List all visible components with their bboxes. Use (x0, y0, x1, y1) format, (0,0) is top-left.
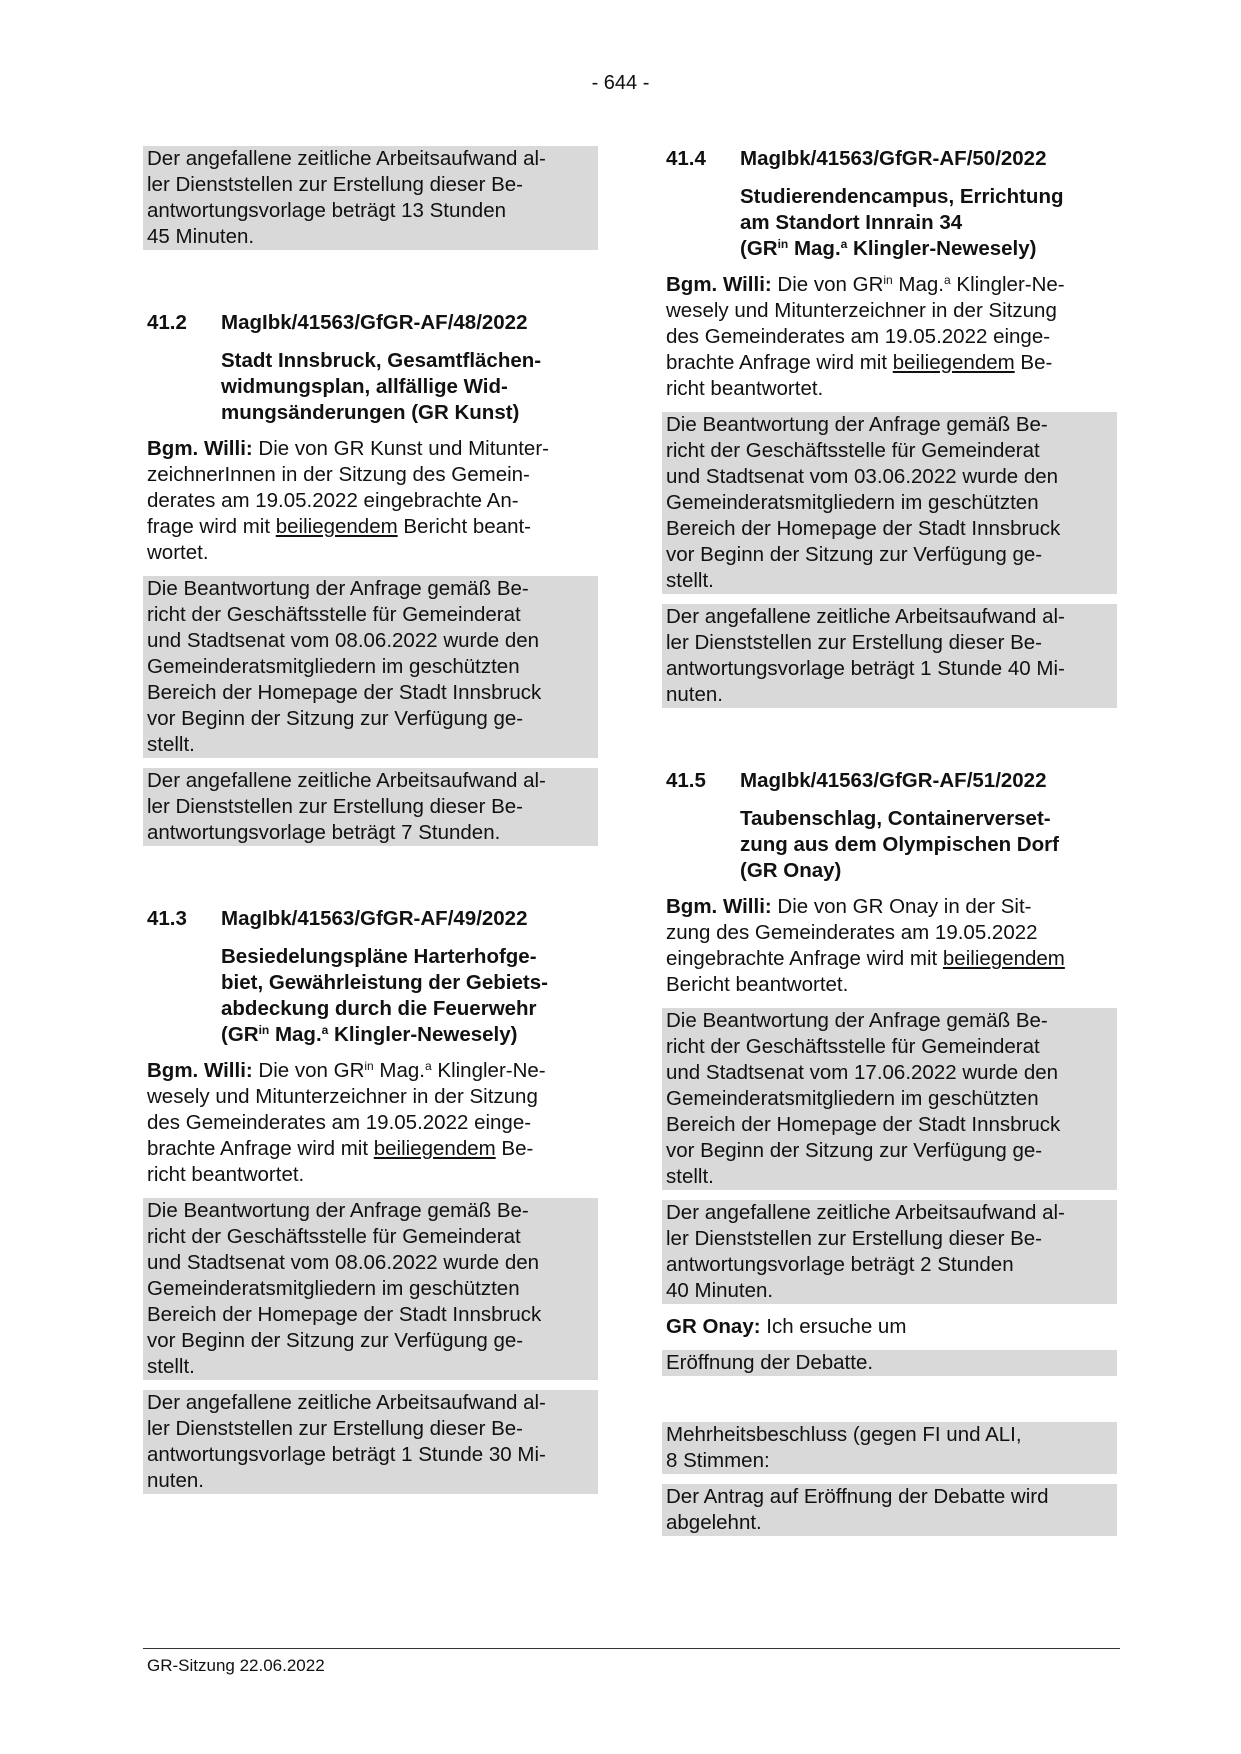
section-41-4-heading (662, 146, 1117, 172)
speaker-label: Bgm. Willi: (666, 273, 772, 296)
section-41-5-result: Der Antrag auf Eröffnung der Debatte wird abgelehnt. (662, 1484, 1117, 1536)
subject-text: Mag. (269, 1023, 322, 1046)
statement-text: Bericht beant- wortet. (147, 515, 532, 564)
subject-text: Studierendencampus, Errichtung am Standort Innrain 34 (GR (740, 185, 1064, 260)
section-41-5-heading (662, 768, 1117, 794)
superscript: a (425, 1059, 432, 1073)
subject-text: Klingler-Newesely) (328, 1023, 518, 1046)
request-text: Ich ersuche um (760, 1315, 907, 1338)
section-41-4-answer: Die Beantwortung der Anfrage gemäß Be- richt der Geschäftsstelle für Gemeinderat und Stadtsenat vom 03.06.2022 wurde den Gemeinderatsmitgliedern im geschützten Bereich der Homepage der Stadt Innsbruck vor Beginn der Sitzung zur Verfügung ge- stellt. (662, 412, 1117, 594)
speaker-label: GR Onay: (666, 1315, 761, 1338)
subject-text: Mag. (788, 237, 841, 260)
footer-session-date: GR-Sitzung 22.06.2022 (147, 1656, 325, 1675)
statement-text: Klingler-Ne- wesely und Mitunterzeichner in der Sitzung des Gemeinderates am 19.05.2022 einge- brachte Anfrage wird mit (666, 273, 1065, 374)
section-41-4-subject (662, 184, 1117, 262)
intro-effort-note: Der angefallene zeitliche Arbeitsaufwand al- ler Dienststellen zur Erstellung dieser Be- antwortungsvorlage beträgt 13 Stunden 45 Minuten. (143, 146, 598, 250)
superscript: a (944, 273, 951, 287)
statement-text: Klingler-Ne- wesely und Mitunterzeichner in der Sitzung des Gemeinderates am 19.05.2022 einge- brachte Anfrage wird mit (147, 1059, 546, 1160)
section-41-3-subject (143, 944, 598, 1048)
statement-text: Die von GR Onay in der Sit- zung des Gemeinderates am 19.05.2022 eingebrachte Anfrage wird mit (666, 895, 1038, 970)
attachment-link[interactable]: beiliegendem (275, 515, 398, 538)
section-41-3-heading (143, 906, 598, 932)
right-column (662, 146, 1117, 1546)
section-number: 41.2 (147, 311, 187, 334)
superscript: in (258, 1023, 270, 1037)
section-reference: MagIbk/41563/GfGR-AF/51/2022 (740, 769, 1047, 792)
subject-text: Klingler-Newesely) (847, 237, 1037, 260)
section-41-5-decision: Mehrheitsbeschluss (gegen FI und ALI, 8 Stimmen: (662, 1422, 1117, 1474)
superscript: a (321, 1023, 329, 1037)
section-41-2-heading (143, 310, 598, 336)
section-reference: MagIbk/41563/GfGR-AF/48/2022 (221, 311, 528, 334)
page-number: - 644 - (591, 72, 650, 94)
section-41-5-request (662, 1314, 1117, 1340)
section-number: 41.5 (666, 769, 706, 792)
section-41-4-statement (662, 272, 1117, 402)
attachment-link[interactable]: beiliegendem (373, 1137, 496, 1160)
attachment-link[interactable]: beiliegendem (892, 351, 1015, 374)
speaker-label: Bgm. Willi: (666, 895, 772, 918)
section-41-2-subject: Stadt Innsbruck, Gesamtflächen- widmungsplan, allfällige Wid- mungsänderungen (GR Kunst) (221, 349, 542, 424)
superscript: in (883, 273, 893, 287)
section-reference: MagIbk/41563/GfGR-AF/50/2022 (740, 147, 1047, 170)
statement-text: Mag. (892, 273, 945, 296)
section-41-3-statement (143, 1058, 598, 1188)
section-41-5-statement (662, 894, 1117, 998)
left-column (143, 146, 598, 1504)
section-41-5-motion: Eröffnung der Debatte. (662, 1350, 1117, 1376)
statement-text: Mag. (373, 1059, 426, 1082)
statement-text: Be- richt beantwortet. (666, 351, 1053, 400)
speaker-label: Bgm. Willi: (147, 437, 253, 460)
attachment-link[interactable]: beiliegendem (942, 947, 1065, 970)
statement-text: Die von GR (771, 273, 884, 296)
section-41-5-answer: Die Beantwortung der Anfrage gemäß Be- richt der Geschäftsstelle für Gemeinderat und Stadtsenat vom 17.06.2022 wurde den Gemeinderatsmitgliedern im geschützten Bereich der Homepage der Stadt Innsbruck vor Beginn der Sitzung zur Verfügung ge- stellt. (662, 1008, 1117, 1190)
statement-text: Bericht beantwortet. (666, 973, 849, 996)
footer-divider (143, 1648, 1120, 1649)
section-reference: MagIbk/41563/GfGR-AF/49/2022 (221, 907, 528, 930)
section-41-4-effort: Der angefallene zeitliche Arbeitsaufwand al- ler Dienststellen zur Erstellung dieser Be- antwortungsvorlage beträgt 1 Stunde 40 Mi- nuten. (662, 604, 1117, 708)
statement-text: Die von GR (252, 1059, 365, 1082)
section-41-5-subject: Taubenschlag, Containerverset- zung aus dem Olympischen Dorf (GR Onay) (740, 807, 1059, 882)
section-41-2-effort: Der angefallene zeitliche Arbeitsaufwand al- ler Dienststellen zur Erstellung dieser Be- antwortungsvorlage beträgt 7 Stunden. (143, 768, 598, 846)
section-41-3-effort: Der angefallene zeitliche Arbeitsaufwand al- ler Dienststellen zur Erstellung dieser Be- antwortungsvorlage beträgt 1 Stunde 30 Mi- nuten. (143, 1390, 598, 1494)
superscript: in (777, 237, 789, 251)
superscript: a (840, 237, 848, 251)
section-41-2-answer: Die Beantwortung der Anfrage gemäß Be- richt der Geschäftsstelle für Gemeinderat und Stadtsenat vom 08.06.2022 wurde den Gemeinderatsmitgliedern im geschützten Bereich der Homepage der Stadt Innsbruck vor Beginn der Sitzung zur Verfügung ge- stellt. (143, 576, 598, 758)
section-number: 41.3 (147, 907, 187, 930)
subject-text: Besiedelungspläne Harterhofge- biet, Gewährleistung der Gebiets- abdeckung durch die Feuerwehr (GR (221, 945, 548, 1046)
section-number: 41.4 (666, 147, 706, 170)
section-41-3-answer: Die Beantwortung der Anfrage gemäß Be- richt der Geschäftsstelle für Gemeinderat und Stadtsenat vom 08.06.2022 wurde den Gemeinderatsmitgliedern im geschützten Bereich der Homepage der Stadt Innsbruck vor Beginn der Sitzung zur Verfügung ge- stellt. (143, 1198, 598, 1380)
statement-text: Be- richt beantwortet. (147, 1137, 534, 1186)
section-41-5-effort: Der angefallene zeitliche Arbeitsaufwand al- ler Dienststellen zur Erstellung dieser Be- antwortungsvorlage beträgt 2 Stunden 40 Minuten. (662, 1200, 1117, 1304)
statement-text: Die von GR Kunst und Mitunter- zeichnerInnen in der Sitzung des Gemein- derates am 19.05.2022 eingebrachte An- frage wird mit (147, 437, 549, 538)
superscript: in (364, 1059, 374, 1073)
speaker-label: Bgm. Willi: (147, 1059, 253, 1082)
section-41-2-statement (143, 436, 598, 566)
